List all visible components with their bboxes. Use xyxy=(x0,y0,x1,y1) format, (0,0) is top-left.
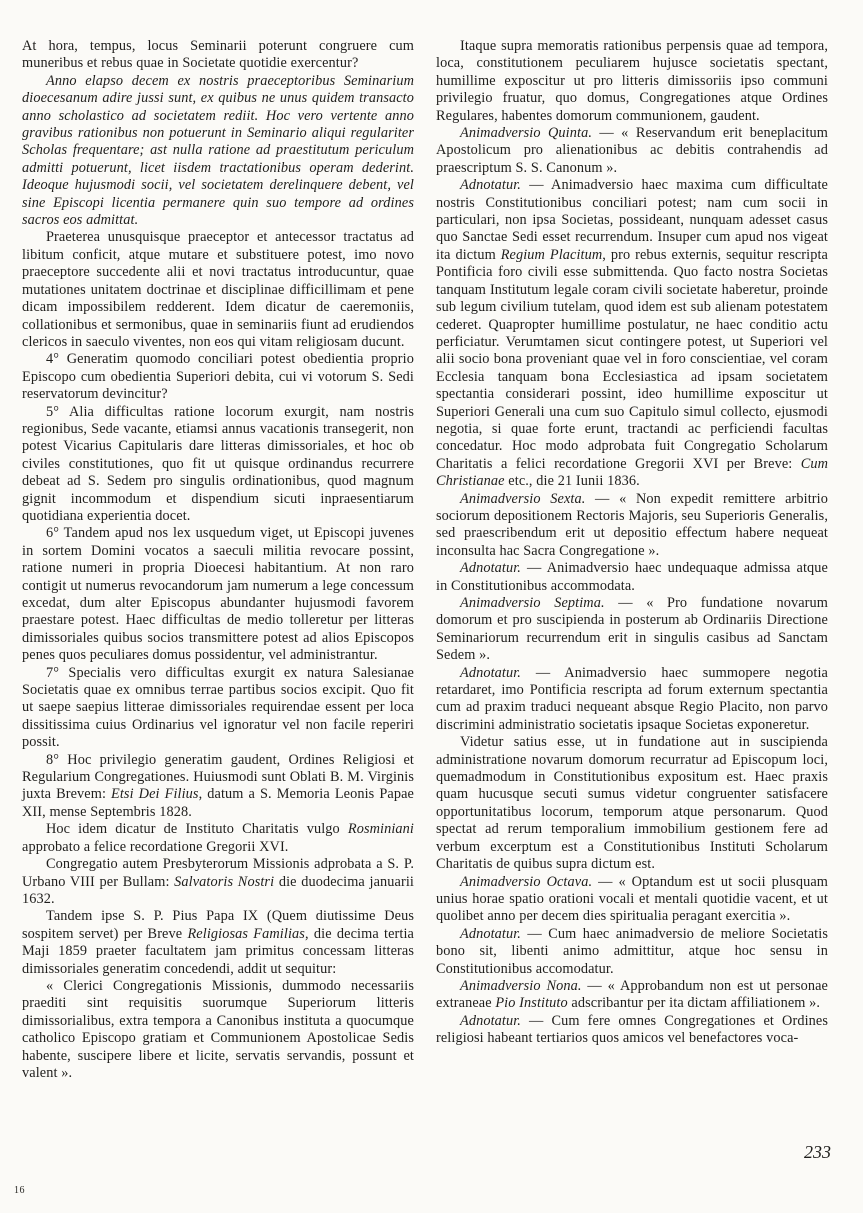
paragraph xyxy=(22,229,414,351)
text-run: — « Optandum est ut socii plusquam unius horae spatio orationi vocali et mentali quotidie vacent, et ut quolibet anno per decem dies spiritualia peragant exercitia ». xyxy=(436,873,829,925)
text-run: — Cum fere omnes Congregationes et Ordines religiosi habeant tertiarios quos amicos vel benefactores voca- xyxy=(436,1012,828,1047)
text-run: 8° Hoc privilegio generatim gaudent, Ordines Religiosi et Regularium Congregationes. Huiusmodi sunt Oblati B. M. Virginis juxta Brevem: xyxy=(22,751,414,803)
paragraph xyxy=(436,734,828,873)
paragraph xyxy=(22,908,414,978)
paragraph xyxy=(22,38,414,73)
text-run: Religiosas Familias xyxy=(187,925,305,942)
text-run: — Animadversio haec maxima cum difficultate nostris Constitutionibus conciliari potest; nam cum socii in particulari, non ipsa Societas, possideant, nunquam adesset casus quo Sanctae Sedi esset recurrendum. Insuper cum apud nos vigeat ita dictum xyxy=(436,177,828,263)
text-run: Animadversio Septima. xyxy=(460,595,605,611)
text-run: approbato a felice recordatione Gregorii XVI. xyxy=(22,838,289,855)
text-run: Adnotatur. xyxy=(460,177,521,194)
paragraph xyxy=(22,978,414,1082)
paragraph xyxy=(22,73,414,230)
text-run: Hoc idem dicatur de Instituto Charitatis vulgo xyxy=(46,821,348,838)
text-run: — « Approbandum non est ut personae extraneae xyxy=(436,977,828,1012)
text-run: « Clerici Congregationis Missionis, dummodo necessariis praediti sint requisitis suorumque Superiorum litteris dimissorialibus, extra tempora a Canonibus instituta a quocumque catholico Episcopo gratiam et Communionem Apostolicae Sedis habente, suscipere libere et licite, servatis servandis, possunt et valent ». xyxy=(22,977,414,1081)
text-run: Salvatoris Nostri xyxy=(174,873,275,890)
paragraph xyxy=(22,351,414,403)
text-run: — Animadversio haec summopere negotia retardaret, imo Pontificia rescripta ad forum externum spectantia cum ad praxim traduci nequeant absque Regio Placito, non parvo discrimini administratio societatis ipsaque Societas exponeretur. xyxy=(436,664,828,733)
text-run: Animadversio Octava. xyxy=(460,873,593,890)
text-run: die duodecima januarii 1632. xyxy=(22,873,414,907)
text-run: 7° Specialis vero difficultas exurgit ex natura Salesianae Societatis quae ex omnibus terrae partibus socios excipit. Quo fit ut saepe saepius litterae dimissoriales requirendae essent per loca dissitissima cuius Ordinarius vel ignoratur vel non facile reperiri possit. xyxy=(22,664,414,751)
paragraph xyxy=(436,560,828,595)
text-run: Animadversio Quinta. xyxy=(460,125,592,142)
text-run: Anno elapso decem ex nostris praeceptoribus Seminarium dioecesanum adire jussi sunt, ex quibus ne unus quidem transacto anno scholastico ad societatem rediit. Hoc vero vertente anno gravibus rationibus non potuerunt in Seminario aliqui regulariter Scholas frequentare; ast nulla ratione ad praestitutum periculum admitti potuerunt, licet iisdem tractationibus operam dederint. Ideoque hujusmodi socii, vel societatem derelinquere debent, vel sine Episcopi licentia permanere quin suo tempore ad ordines sacros eos admittat. xyxy=(22,72,414,229)
paragraph xyxy=(436,926,828,978)
right-column xyxy=(436,38,828,1082)
paragraph xyxy=(22,404,414,526)
text-run: — « Reservandum erit beneplacitum Apostolicum pro alienationibus ac debitis contrahendis ad praescriptum S. S. Canonum ». xyxy=(436,125,828,176)
text-run: Rosminiani xyxy=(347,821,414,838)
paragraph xyxy=(436,1013,828,1048)
page-number: 233 xyxy=(804,1142,831,1162)
paragraph xyxy=(22,752,414,822)
paragraph xyxy=(22,665,414,752)
paragraph xyxy=(436,177,828,490)
text-run: Animadversio Sexta. xyxy=(460,490,586,507)
text-run: 6° Tandem apud nos lex usquedum viget, ut Episcopi juvenes in sortem Domini vocatos a saeculi militia revocare possint, ratione numeri in propria Dioecesi habitantium. At non raro contigit ut numerus revocandorum jam numerum a lege concessum excedat, dum alter Episcopus abundanter hujusmodi favorem praestare potest. Haec difficultas de medio tolleretur per litteras dimissoriales quibus socios transmittere potest ad alios Episcopos penes quos peculiares domus possidentur, vel administrantur. xyxy=(22,525,414,664)
paragraph xyxy=(436,874,828,926)
text-run: , die decima tertia Maji 1859 praeter facultatem jam primitus concessam litteras dimissoriales generatim concedendi, addit ut sequitur: xyxy=(22,925,414,977)
text-run: Itaque supra memoratis rationibus perpensis quae ad tempora, loca, constitutionem peculiarem hujusce societatis spectant, humillime exposcitur ut pro litteris dimissoriis ipso communi privilegio fruatur, quo domus, Congregationes atque Ordines Regulares, habentes domorum communionem, gaudent. xyxy=(436,38,828,124)
text-run: Adnotatur. xyxy=(460,560,521,577)
paragraph xyxy=(22,821,414,856)
text-run: Etsi Dei Filius xyxy=(111,786,199,803)
text-run: Adnotatur. xyxy=(460,664,521,681)
signature-mark: 16 xyxy=(14,1185,25,1196)
text-run: adscribantur per ita dictam affiliationem ». xyxy=(567,995,821,1012)
left-column xyxy=(22,38,414,1082)
paragraph xyxy=(22,525,414,664)
text-run: Videtur satius esse, ut in fundatione aut in suscipienda administratione novarum domorum recurratur ad Episcopum loci, quemadmodum in Constitutionibus expositum est. Haec praxis quam hucusque secuti sumus videtur congruenter satisfacere opportunitatibus locorum, temporum atque personarum. Quod spectat ad rerum temporalium immobilium gestionem fere ad verbum excerptum est a Constitutionibus Instituti Scholarum Charitatis de quibus supra dictum est. xyxy=(436,734,828,873)
text-run: , pro rebus externis, sequitur rescripta Pontificia foro civili esse submittenda. Quo facto nostra Societas tanquam Institutum legale coram civili societate haberetur, proinde sub legum civilium tutelam, quod idem est sub alienam potestatem cederet. Quapropter humillime postulatur, ne haec conditio actu perficiatur. Verumtamen sicut contingere potest, ut Superiori vel alii socio bona proveniant quae vel in foro conscientiae, vel coram Ecclesia tanquam bona Ecclesiastica ad ipsam societatem spectantia considerari possint, ideo humillime exposcitur ut Superiori Generali una cum suo Capitulo simul collecto, ejusmodi negotia, si quae forte erunt, tractandi ac perficiendi facultas concedatur. Hoc modo adprobata fuit Congregatio Scholarum Charitatis a felici recordatione Gregorii XVI per Breve: xyxy=(436,246,828,472)
text-run: Adnotatur. xyxy=(460,1012,521,1029)
paragraph xyxy=(22,856,414,908)
paragraph xyxy=(436,978,828,1013)
paragraph xyxy=(436,491,828,561)
text-run: — « Pro fundatione novarum domorum et pro suscipienda in posterum ab Ordinariis Directione Seminariorum recurrendum erit in singulis casibus ad Sanctam Sedem ». xyxy=(436,595,828,664)
text-run: Tandem ipse S. P. Pius Papa IX (Quem diutissime Deus sospitem servet) per Breve xyxy=(22,908,414,942)
text-run: 5° Alia difficultas ratione locorum exurgit, nam nostris regionibus, Sede vacante, etiamsi annus vacationis transegerit, non potest Vicarius Capitularis dare litteras dimissoriales, et hoc ob civiles constitutiones, quo fit ut quisque ordinandus recurrere debeat ad S. Sedem pro singulis ordinationibus, quod magnum gignit incommodum et dispendium sicuti inpraesentiarum quotidiana experientia docet. xyxy=(22,403,414,524)
paragraph xyxy=(436,38,828,125)
text-run: — Animadversio haec undequaque admissa atque in Constitutionibus accommodata. xyxy=(436,560,828,594)
text-run: etc., die 21 Iunii 1836. xyxy=(504,473,640,490)
text-run: At hora, tempus, locus Seminarii poterunt congruere cum muneribus et rebus quae in Societate quotidie exercentur? xyxy=(22,38,414,72)
text-run: — Cum haec animadversio de meliore Societatis bono sit, libenti animo admittitur, atque hoc sensu in Constitutionibus accomodatur. xyxy=(436,925,828,977)
page-body xyxy=(22,38,828,1082)
paragraph xyxy=(436,665,828,735)
text-run: , datum a S. Memoria Leonis Papae XII, mense Septembris 1828. xyxy=(22,786,414,820)
text-run: — « Non expedit remittere arbitrio sociorum depositionem Rectoris Majoris, seu Superioris Generalis, sed praescribendum erit ut depositio effectum habere nequeat inconsulta hac Sacra Congregatione ». xyxy=(436,490,828,559)
text-run: Cum Christianae xyxy=(436,455,828,490)
text-run: Animadversio Nona. xyxy=(460,977,582,994)
text-run: Regium Placitum xyxy=(500,246,603,263)
text-run: Praeterea unusquisque praeceptor et antecessor tractatus ad libitum conficit, atque mutare et substituere potest, imo novo praeceptore succedente alii et novi tractatus introducuntur, quae mutationes unitatem doctrinae et disciplinae difficillimam et pene dicam impossibilem redderent. Idem dicatur de caeremoniis, collationibus et sermonibus, quae in seminariis fiunt ad erudiendos clericos in saeculo viventes, non eos qui vitam religiosam ducunt. xyxy=(22,229,414,350)
text-run: Pio Instituto xyxy=(495,995,568,1012)
text-run: Congregatio autem Presbyterorum Missionis adprobata a S. P. Urbano VIII per Bullam: xyxy=(22,856,414,890)
text-run: 4° Generatim quomodo conciliari potest obedientia proprio Episcopo cum obedientia Superiori debita, cui vi votorum S. Sedi reservatorum devincitur? xyxy=(22,351,414,403)
text-run: Adnotatur. xyxy=(460,925,521,942)
paragraph xyxy=(436,125,828,177)
paragraph xyxy=(436,595,828,665)
